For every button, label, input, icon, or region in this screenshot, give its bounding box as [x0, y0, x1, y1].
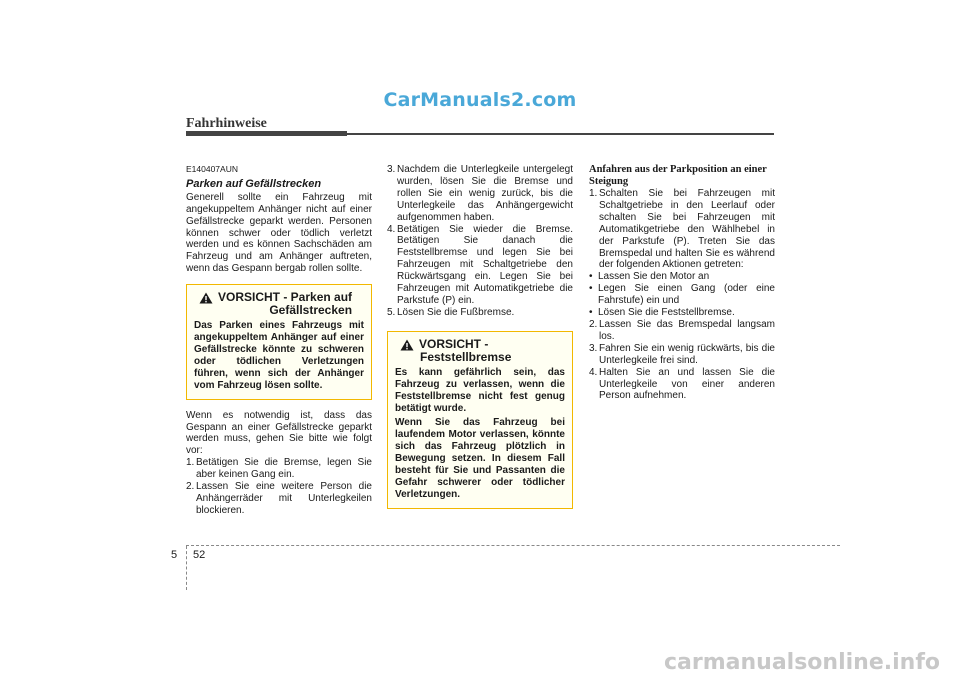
step-number: 3. [589, 342, 598, 354]
column-3 [589, 164, 775, 402]
step-text: Fahren Sie ein wenig rückwärts, bis die Unterlegkeile frei sind. [599, 342, 775, 366]
step-text: Halten Sie an und lassen Sie die Unterlegkeile von einer anderen Person aufnehmen. [599, 366, 775, 402]
column-1 [186, 164, 372, 517]
header-rule-thick [186, 131, 347, 136]
step-text: Schalten Sie bei Fahrzeugen mit Schaltgetriebe in den Leerlauf oder schalten Sie bei Fahrzeugen mit Automatikgetriebe den Wählhebel in der Parkstufe (P). Treten Sie das Bremspedal und halten Sie es während der folgenden Aktionen getreten: [599, 188, 775, 271]
step-text: Lassen Sie das Bremspedal langsam los. [599, 318, 775, 342]
section-number: 5 [171, 549, 178, 561]
warning-body-2: Wenn Sie das Fahrzeug bei laufendem Motor verlassen, könnte sich das Fahrzeug plötzlich in Bewegung setzen. In diesem Fall besteht für Sie und Passanten die Gefahr schwerer oder tödlicher Verletzungen. [395, 417, 565, 500]
list-item: • Lösen Sie die Feststellbremse. [589, 307, 775, 319]
column-2 [387, 164, 573, 515]
procedure-steps-continued [387, 164, 573, 319]
list-item [589, 343, 775, 367]
watermark-top: CarManuals2.com [383, 89, 577, 111]
section-heading-hill-start: Anfahren aus der Parkposition an einer Steigung [589, 164, 767, 187]
warning-title [419, 338, 511, 364]
list-item [186, 457, 372, 481]
warning-header [395, 338, 565, 364]
warning-title-line1: VORSICHT - [419, 336, 489, 351]
step-number: 5. [387, 306, 396, 318]
step-text: Betätigen Sie die Bremse, legen Sie aber keinen Gang ein. [196, 457, 372, 481]
procedure-intro: Wenn es notwendig ist, dass das Gespann an einer Gefällstrecke geparkt werden muss, gehen Sie bitte wie folgt vor: [186, 409, 372, 457]
hill-start-bullets [589, 271, 775, 319]
header-rule-thin [347, 133, 774, 135]
step-number: 2. [186, 481, 195, 493]
warning-body: Das Parken eines Fahrzeugs mit angekuppeltem Anhänger auf einer Gefällstrecke könnte zu schweren oder tödlichen Verletzungen führen, wenn sich der Anhänger vom Fahrzeug lösen sollte. [194, 320, 364, 391]
list-item [387, 307, 573, 319]
hill-start-step-1 [589, 188, 775, 271]
list-item [387, 224, 573, 307]
warning-header [194, 291, 364, 317]
warning-box-parking-brake [387, 331, 573, 509]
list-item [589, 367, 775, 403]
page-number: 52 [193, 549, 206, 561]
warning-triangle-icon [199, 292, 213, 304]
procedure-steps [186, 457, 372, 517]
step-number: 1. [186, 457, 195, 469]
step-text: Lösen Sie die Fußbremse. [397, 306, 515, 318]
section-heading: Parken auf Gefällstrecken [186, 177, 322, 190]
warning-title-line2: Feststellbremse [420, 349, 512, 364]
warning-body-1: Es kann gefährlich sein, das Fahrzeug zu verlassen, wenn die Feststellbremse nicht fest genug betätigt wurde. [395, 366, 565, 414]
warning-triangle-icon [400, 339, 414, 351]
warning-box-parking [186, 284, 372, 399]
step-number: 3. [387, 164, 396, 175]
footer-vertical-rule [186, 546, 187, 590]
step-number: 2. [589, 318, 598, 330]
footer-rule [186, 545, 840, 546]
page-header-title: Fahrhinweise [186, 116, 267, 131]
warning-title-line1: VORSICHT - Parken auf [218, 290, 353, 305]
warning-title [218, 291, 352, 317]
list-item: • Lassen Sie den Motor an [589, 271, 775, 283]
list-item: • Legen Sie einen Gang (oder eine Fahrstufe) ein und [589, 283, 775, 307]
step-number: 4. [589, 366, 598, 378]
step-text: Betätigen Sie wieder die Bremse. Betätigen Sie danach die Feststellbremse und legen Sie bei Fahrzeugen mit Schaltgetriebe den Rückwärtsgang ein. Legen Sie bei Fahrzeugen mit Automatikgetriebe die Parkstufe (P) ein. [397, 223, 573, 306]
list-item [186, 481, 372, 517]
step-text: Lassen Sie eine weitere Person die Anhängerräder mit Unterlegkeilen blockieren. [196, 481, 372, 516]
section-code: E140407AUN [186, 164, 238, 174]
step-text: Nachdem die Unterlegkeile untergelegt wurden, lösen Sie die Bremse und rollen Sie ein wenig zurück, bis die Unterlegkeile das Anhängergewicht aufgenommen haben. [397, 164, 573, 223]
list-item [387, 164, 573, 224]
list-item [589, 188, 775, 271]
list-item [589, 319, 775, 343]
watermark-bottom: carmanualsonline.info [664, 650, 940, 675]
hill-start-steps [589, 319, 775, 402]
step-number: 4. [387, 223, 396, 235]
intro-paragraph: Generell sollte ein Fahrzeug mit angekuppeltem Anhänger nicht auf einer Gefällstrecke geparkt werden. Personen können schwer oder tödlich verletzt werden und es können Sachschäden am Fahrzeug und am Anhänger auftreten, wenn das Gespann bergab rollen sollte. [186, 191, 372, 275]
step-number: 1. [589, 188, 598, 199]
warning-title-line2: Gefällstrecken [269, 303, 353, 318]
